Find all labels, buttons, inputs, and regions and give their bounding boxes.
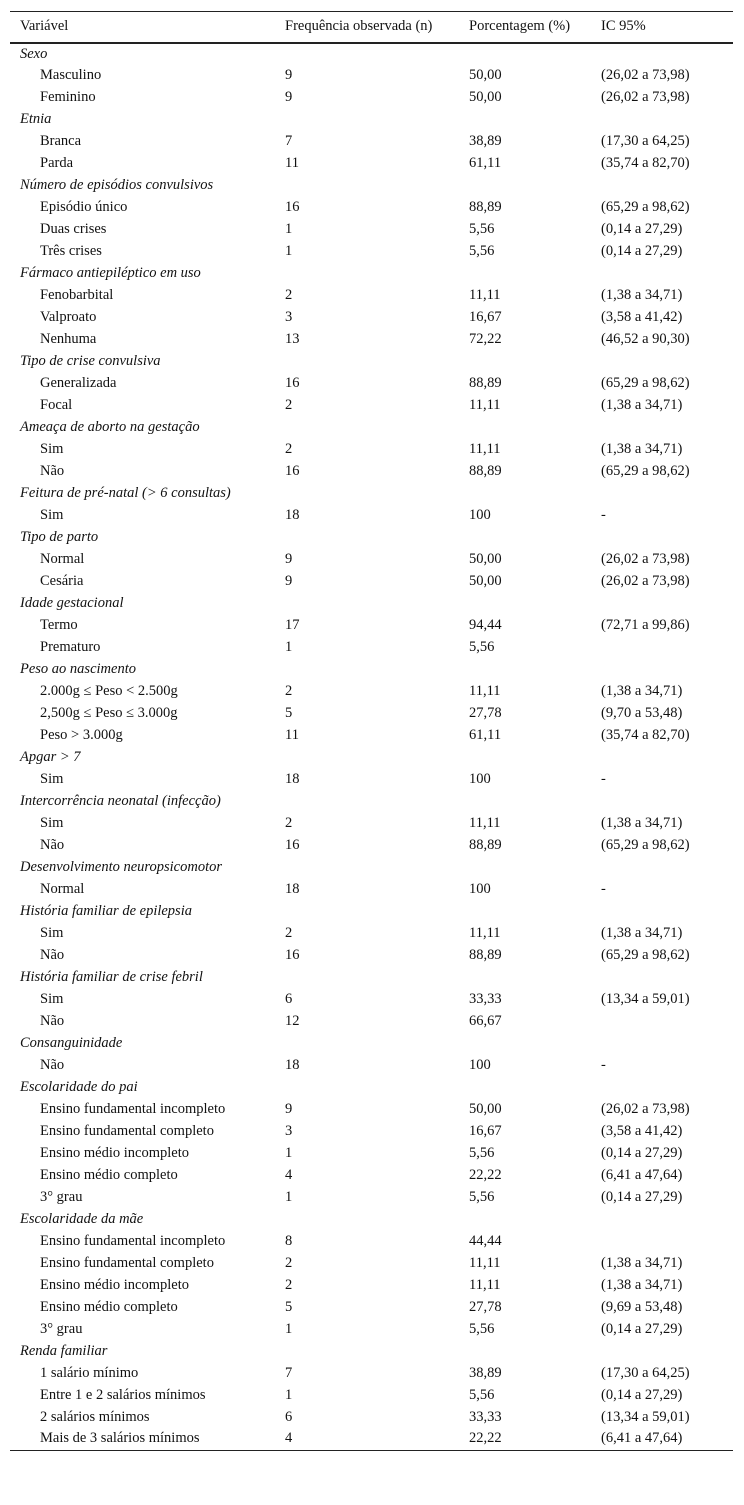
table-row [10, 879, 733, 901]
group-header-row [10, 747, 733, 769]
row-label: Valproato [40, 309, 97, 325]
row-percentage: 38,89 [469, 1365, 502, 1381]
group-title: Tipo de parto [20, 529, 99, 545]
row-label: 3° grau [40, 1321, 83, 1337]
row-ci: (17,30 a 64,25) [601, 133, 690, 149]
group-title: Etnia [20, 111, 52, 127]
row-frequency: 8 [285, 1233, 293, 1249]
group-header-row [10, 593, 733, 615]
row-label: Ensino médio completo [40, 1299, 178, 1315]
group-title: Fármaco antiepiléptico em uso [20, 265, 201, 281]
row-ci: - [601, 771, 606, 787]
row-frequency: 11 [285, 155, 299, 171]
row-ci: (65,29 a 98,62) [601, 837, 690, 853]
row-label: Sim [40, 991, 64, 1007]
row-ci: (0,14 a 27,29) [601, 221, 683, 237]
row-percentage: 100 [469, 507, 491, 523]
row-percentage: 88,89 [469, 375, 502, 391]
group-header-row [10, 1033, 733, 1055]
table-row [10, 1363, 733, 1385]
row-ci: (72,71 a 99,86) [601, 617, 690, 633]
row-label: Ensino fundamental incompleto [40, 1101, 226, 1117]
row-ci: (26,02 a 73,98) [601, 67, 690, 83]
row-frequency: 18 [285, 881, 300, 897]
row-frequency: 6 [285, 1409, 293, 1425]
row-ci: (65,29 a 98,62) [601, 375, 690, 391]
row-frequency: 2 [285, 441, 293, 457]
group-title: Feitura de pré-natal (> 6 consultas) [20, 485, 231, 501]
row-label: Feminino [40, 89, 96, 105]
row-ci: (1,38 a 34,71) [601, 1255, 683, 1271]
table-row [10, 329, 733, 351]
row-ci: (1,38 a 34,71) [601, 683, 683, 699]
row-label: Três crises [40, 243, 102, 259]
table-row [10, 1429, 733, 1451]
row-ci: (1,38 a 34,71) [601, 815, 683, 831]
group-title: Número de episódios convulsivos [20, 177, 214, 193]
row-frequency: 3 [285, 309, 293, 325]
row-frequency: 5 [285, 705, 293, 721]
row-label: Fenobarbital [40, 287, 114, 303]
row-label: Ensino médio completo [40, 1167, 178, 1183]
header-frequency: Frequência observada (n) [285, 18, 433, 35]
row-frequency: 18 [285, 771, 300, 787]
row-frequency: 18 [285, 1057, 300, 1073]
row-ci: (0,14 a 27,29) [601, 243, 683, 259]
row-ci: (17,30 a 64,25) [601, 1365, 690, 1381]
row-label: Sim [40, 925, 64, 941]
row-percentage: 11,11 [469, 287, 501, 303]
row-label: Episódio único [40, 199, 128, 215]
table-row [10, 505, 733, 527]
row-percentage: 94,44 [469, 617, 502, 633]
row-percentage: 50,00 [469, 67, 502, 83]
row-ci: (1,38 a 34,71) [601, 287, 683, 303]
row-label: Normal [40, 881, 85, 897]
row-percentage: 5,56 [469, 221, 495, 237]
table-row [10, 945, 733, 967]
table-row [10, 989, 733, 1011]
row-label: Ensino fundamental completo [40, 1123, 214, 1139]
row-frequency: 18 [285, 507, 300, 523]
row-frequency: 16 [285, 947, 300, 963]
row-percentage: 88,89 [469, 837, 502, 853]
table-row [10, 395, 733, 417]
row-frequency: 2 [285, 1277, 293, 1293]
group-header-row [10, 417, 733, 439]
table-row [10, 461, 733, 483]
row-percentage: 50,00 [469, 573, 502, 589]
row-frequency: 1 [285, 1321, 293, 1337]
table-row [10, 373, 733, 395]
row-label: Não [40, 947, 65, 963]
row-frequency: 1 [285, 639, 293, 655]
row-percentage: 100 [469, 881, 491, 897]
group-header-row [10, 659, 733, 681]
row-ci: (13,34 a 59,01) [601, 991, 690, 1007]
row-label: Não [40, 837, 65, 853]
row-label: Ensino fundamental completo [40, 1255, 214, 1271]
row-frequency: 2 [285, 925, 293, 941]
row-ci: (1,38 a 34,71) [601, 1277, 683, 1293]
table-row [10, 1143, 733, 1165]
row-percentage: 11,11 [469, 815, 501, 831]
header-percentage: Porcentagem (%) [469, 18, 571, 35]
row-percentage: 61,11 [469, 727, 502, 743]
row-percentage: 44,44 [469, 1233, 502, 1249]
row-frequency: 2 [285, 397, 293, 413]
row-label: 2.000g ≤ Peso < 2.500g [40, 683, 178, 699]
row-percentage: 66,67 [469, 1013, 502, 1029]
row-label: Sim [40, 441, 64, 457]
row-ci [591, 1231, 733, 1253]
row-percentage: 5,56 [469, 1145, 495, 1161]
table-row [10, 1253, 733, 1275]
group-header-row [10, 791, 733, 813]
row-ci: (1,38 a 34,71) [601, 397, 683, 413]
row-percentage: 11,11 [469, 441, 501, 457]
table-row [10, 1231, 733, 1253]
table-row [10, 65, 733, 87]
row-frequency: 3 [285, 1123, 293, 1139]
row-percentage: 5,56 [469, 1321, 495, 1337]
row-percentage: 50,00 [469, 551, 502, 567]
group-title: Consanguinidade [20, 1035, 123, 1051]
row-ci: (0,14 a 27,29) [601, 1321, 683, 1337]
header-variable: Variável [20, 18, 69, 35]
table-row [10, 1055, 733, 1077]
row-frequency: 9 [285, 67, 293, 83]
row-label: Termo [40, 617, 78, 633]
table-row [10, 1165, 733, 1187]
row-percentage: 72,22 [469, 331, 502, 347]
row-percentage: 11,11 [469, 925, 501, 941]
row-frequency: 6 [285, 991, 293, 1007]
row-label: 2,500g ≤ Peso ≤ 3.000g [40, 705, 178, 721]
group-header-row [10, 1077, 733, 1099]
row-label: Não [40, 1013, 65, 1029]
row-frequency: 9 [285, 573, 293, 589]
row-label: Ensino fundamental incompleto [40, 1233, 226, 1249]
row-percentage: 5,56 [469, 639, 495, 655]
row-percentage: 11,11 [469, 397, 501, 413]
row-ci: (9,69 a 53,48) [601, 1299, 683, 1315]
row-frequency: 2 [285, 683, 293, 699]
row-label: Parda [40, 155, 74, 171]
row-ci: - [601, 1057, 606, 1073]
table-row [10, 1099, 733, 1121]
group-header-row [10, 1341, 733, 1363]
group-title: Escolaridade do pai [20, 1079, 138, 1095]
row-percentage: 22,22 [469, 1167, 502, 1183]
table-row [10, 681, 733, 703]
row-label: Sim [40, 507, 64, 523]
row-label: 1 salário mínimo [40, 1365, 139, 1381]
data-table [10, 11, 733, 1451]
row-frequency: 7 [285, 1365, 293, 1381]
table-header [10, 12, 733, 43]
group-header-row [10, 109, 733, 131]
row-label: Entre 1 e 2 salários mínimos [40, 1387, 206, 1403]
row-percentage: 11,11 [469, 1255, 501, 1271]
table-row [10, 571, 733, 593]
row-percentage: 5,56 [469, 1387, 495, 1403]
row-percentage: 100 [469, 771, 491, 787]
row-label: Focal [40, 397, 73, 413]
table-row [10, 769, 733, 791]
group-title: Idade gestacional [20, 595, 124, 611]
row-ci: (65,29 a 98,62) [601, 199, 690, 215]
table-row [10, 725, 733, 747]
row-ci: (0,14 a 27,29) [601, 1145, 683, 1161]
row-frequency: 9 [285, 89, 293, 105]
row-ci: (0,14 a 27,29) [601, 1189, 683, 1205]
row-percentage: 11,11 [469, 683, 501, 699]
row-frequency: 13 [285, 331, 300, 347]
row-frequency: 17 [285, 617, 300, 633]
table-row [10, 439, 733, 461]
row-frequency: 2 [285, 287, 293, 303]
group-title: Intercorrência neonatal (infecção) [20, 793, 221, 809]
row-ci: (3,58 a 41,42) [601, 1123, 683, 1139]
group-header-row [10, 43, 733, 65]
row-percentage: 33,33 [469, 1409, 502, 1425]
row-ci: (65,29 a 98,62) [601, 463, 690, 479]
row-frequency: 4 [285, 1429, 293, 1446]
group-header-row [10, 857, 733, 879]
row-percentage: 100 [469, 1057, 491, 1073]
row-percentage: 38,89 [469, 133, 502, 149]
row-frequency: 16 [285, 199, 300, 215]
row-label: Não [40, 463, 65, 479]
row-label: Sim [40, 815, 64, 831]
group-title: Renda familiar [20, 1343, 108, 1359]
row-label: Nenhuma [40, 331, 97, 347]
table-row [10, 1297, 733, 1319]
row-frequency: 16 [285, 375, 300, 391]
row-ci: (26,02 a 73,98) [601, 1101, 690, 1117]
row-percentage: 88,89 [469, 199, 502, 215]
row-ci: (3,58 a 41,42) [601, 309, 683, 325]
table-row [10, 1011, 733, 1033]
table-row [10, 835, 733, 857]
table-row [10, 197, 733, 219]
row-label: Prematuro [40, 639, 101, 655]
group-header-row [10, 351, 733, 373]
row-frequency: 1 [285, 243, 293, 259]
group-header-row [10, 527, 733, 549]
table-row [10, 703, 733, 725]
row-label: Não [40, 1057, 65, 1073]
row-percentage: 88,89 [469, 947, 502, 963]
table-row [10, 637, 733, 659]
row-label: Generalizada [40, 375, 117, 391]
row-ci: (6,41 a 47,64) [601, 1429, 683, 1446]
table-row [10, 549, 733, 571]
header-ci: IC 95% [601, 18, 646, 35]
row-percentage: 22,22 [469, 1429, 502, 1446]
row-frequency: 16 [285, 463, 300, 479]
row-percentage: 50,00 [469, 1101, 502, 1117]
row-label: Branca [40, 133, 82, 149]
row-percentage: 50,00 [469, 89, 502, 105]
row-label: Ensino médio incompleto [40, 1277, 190, 1293]
row-frequency: 9 [285, 1101, 293, 1117]
table-row [10, 307, 733, 329]
group-header-row [10, 967, 733, 989]
row-ci: (0,14 a 27,29) [601, 1387, 683, 1403]
row-ci: (26,02 a 73,98) [601, 573, 690, 589]
table-row [10, 813, 733, 835]
row-frequency: 1 [285, 221, 293, 237]
row-ci: (35,74 a 82,70) [601, 727, 690, 743]
table-row [10, 131, 733, 153]
group-header-row [10, 483, 733, 505]
row-label: Masculino [40, 67, 102, 83]
table-body [10, 43, 733, 1451]
row-ci: - [601, 507, 606, 523]
group-header-row [10, 901, 733, 923]
table-row [10, 1275, 733, 1297]
row-percentage: 11,11 [469, 1277, 501, 1293]
group-title: Tipo de crise convulsiva [20, 353, 161, 369]
group-header-row [10, 1209, 733, 1231]
table-row [10, 153, 733, 175]
table-row [10, 615, 733, 637]
row-percentage: 16,67 [469, 309, 502, 325]
group-title: Apgar > 7 [20, 749, 81, 765]
row-frequency: 2 [285, 815, 293, 831]
row-percentage: 61,11 [469, 155, 502, 171]
row-frequency: 4 [285, 1167, 293, 1183]
row-ci: (46,52 a 90,30) [601, 331, 690, 347]
row-ci: (26,02 a 73,98) [601, 89, 690, 105]
group-header-row [10, 175, 733, 197]
row-frequency: 11 [285, 727, 299, 743]
row-percentage: 27,78 [469, 705, 502, 721]
row-label: 2 salários mínimos [40, 1409, 150, 1425]
row-frequency: 1 [285, 1145, 293, 1161]
row-ci [591, 1011, 733, 1033]
row-frequency: 7 [285, 133, 293, 149]
row-label: Cesária [40, 573, 84, 589]
row-label: Peso > 3.000g [40, 727, 123, 743]
table-row [10, 219, 733, 241]
group-title: Peso ao nascimento [20, 661, 136, 677]
row-label: Mais de 3 salários mínimos [40, 1429, 200, 1446]
row-label: Normal [40, 551, 85, 567]
row-percentage: 16,67 [469, 1123, 502, 1139]
row-frequency: 12 [285, 1013, 300, 1029]
row-frequency: 9 [285, 551, 293, 567]
table-row [10, 87, 733, 109]
group-title: Ameaça de aborto na gestação [20, 419, 200, 435]
table-row [10, 1187, 733, 1209]
row-frequency: 16 [285, 837, 300, 853]
row-ci: (1,38 a 34,71) [601, 925, 683, 941]
row-label: 3° grau [40, 1189, 83, 1205]
row-percentage: 27,78 [469, 1299, 502, 1315]
row-ci: (13,34 a 59,01) [601, 1409, 690, 1425]
table-row [10, 1407, 733, 1429]
row-ci: (9,70 a 53,48) [601, 705, 683, 721]
row-frequency: 5 [285, 1299, 293, 1315]
row-label: Duas crises [40, 221, 107, 237]
group-title: História familiar de crise febril [20, 969, 203, 985]
table-row [10, 1121, 733, 1143]
header-row [10, 12, 733, 43]
group-title: Desenvolvimento neuropsicomotor [20, 859, 223, 875]
row-ci: (65,29 a 98,62) [601, 947, 690, 963]
table-row [10, 923, 733, 945]
row-frequency: 1 [285, 1387, 293, 1403]
row-frequency: 1 [285, 1189, 293, 1205]
group-title: História familiar de epilepsia [20, 903, 192, 919]
table-row [10, 1319, 733, 1341]
row-ci: (1,38 a 34,71) [601, 441, 683, 457]
row-percentage: 33,33 [469, 991, 502, 1007]
row-percentage: 88,89 [469, 463, 502, 479]
group-title: Escolaridade da mãe [20, 1211, 144, 1227]
row-ci: (6,41 a 47,64) [601, 1167, 683, 1183]
row-percentage: 5,56 [469, 1189, 495, 1205]
row-ci: - [601, 881, 606, 897]
row-ci: (35,74 a 82,70) [601, 155, 690, 171]
row-percentage: 5,56 [469, 243, 495, 259]
table-row [10, 241, 733, 263]
row-ci: (26,02 a 73,98) [601, 551, 690, 567]
row-label: Ensino médio incompleto [40, 1145, 190, 1161]
table-row [10, 285, 733, 307]
row-ci [591, 637, 733, 659]
table-row [10, 1385, 733, 1407]
row-frequency: 2 [285, 1255, 293, 1271]
row-label: Sim [40, 771, 64, 787]
group-title: Sexo [20, 45, 48, 62]
group-header-row [10, 263, 733, 285]
